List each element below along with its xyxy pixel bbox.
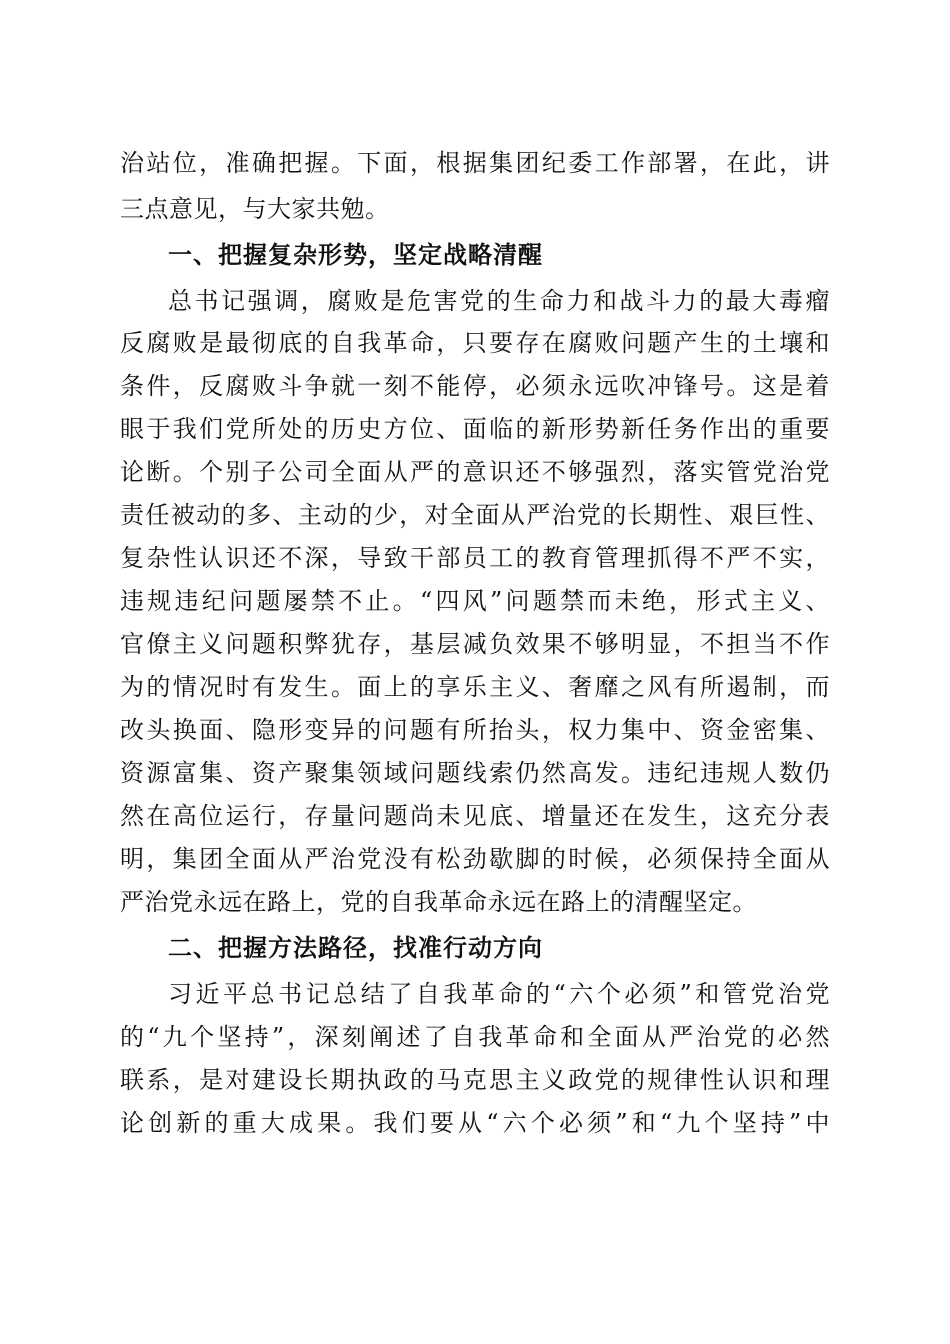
section-1-line: 责任被动的多、主动的少，对全面从严治党的长期性、艰巨性、: [120, 501, 830, 529]
section-1-line: 违规违纪问题屡禁不止。“四风”问题禁而未绝，形式主义、: [120, 587, 830, 615]
section-2-line: 联系，是对建设长期执政的马克思主义政党的规律性认识和理: [120, 1066, 830, 1094]
section-1-line: 总书记强调，腐败是危害党的生命力和战斗力的最大毒瘤: [168, 287, 830, 315]
section-2-line: 的“九个坚持”，深刻阐述了自我革命和全面从严治党的必然: [120, 1023, 830, 1051]
section-1-line: 论断。个别子公司全面从严的意识还不够强烈，落实管党治党: [120, 458, 830, 486]
section-1-line: 复杂性认识还不深，导致干部员工的教育管理抓得不严不实，: [120, 544, 830, 572]
section-1-line: 为的情况时有发生。面上的享乐主义、奢靡之风有所遏制，而: [120, 673, 830, 701]
section-1-line: 反腐败是最彻底的自我革命，只要存在腐败问题产生的土壤和: [120, 329, 830, 357]
section-2-line: 论创新的重大成果。我们要从“六个必须”和“九个坚持”中: [120, 1109, 830, 1137]
section-2-line: 习近平总书记总结了自我革命的“六个必须”和管党治党: [168, 980, 830, 1008]
section-1-line: 严治党永远在路上，党的自我革命永远在路上的清醒坚定。: [120, 888, 757, 916]
intro-line-2: 三点意见，与大家共勉。: [120, 195, 390, 223]
section-1-line: 改头换面、隐形变异的问题有所抬头，权力集中、资金密集、: [120, 716, 830, 744]
section-1-line: 眼于我们党所处的历史方位、面临的新形势新任务作出的重要: [120, 415, 830, 443]
intro-line-1: 治站位，准确把握。下面，根据集团纪委工作部署，在此，讲: [120, 149, 830, 177]
section-1-heading: 一、把握复杂形势，坚定战略清醒: [168, 241, 543, 269]
section-1-line: 然在高位运行，存量问题尚未见底、增量还在发生，这充分表: [120, 802, 830, 830]
section-1-line: 条件，反腐败斗争就一刻不能停，必须永远吹冲锋号。这是着: [120, 372, 830, 400]
section-1-line: 资源富集、资产聚集领域问题线索仍然高发。违纪违规人数仍: [120, 759, 830, 787]
section-2-heading: 二、把握方法路径，找准行动方向: [168, 934, 543, 962]
section-1-line: 官僚主义问题积弊犹存，基层减负效果不够明显，不担当不作: [120, 630, 830, 658]
section-1-line: 明，集团全面从严治党没有松劲歇脚的时候，必须保持全面从: [120, 845, 830, 873]
